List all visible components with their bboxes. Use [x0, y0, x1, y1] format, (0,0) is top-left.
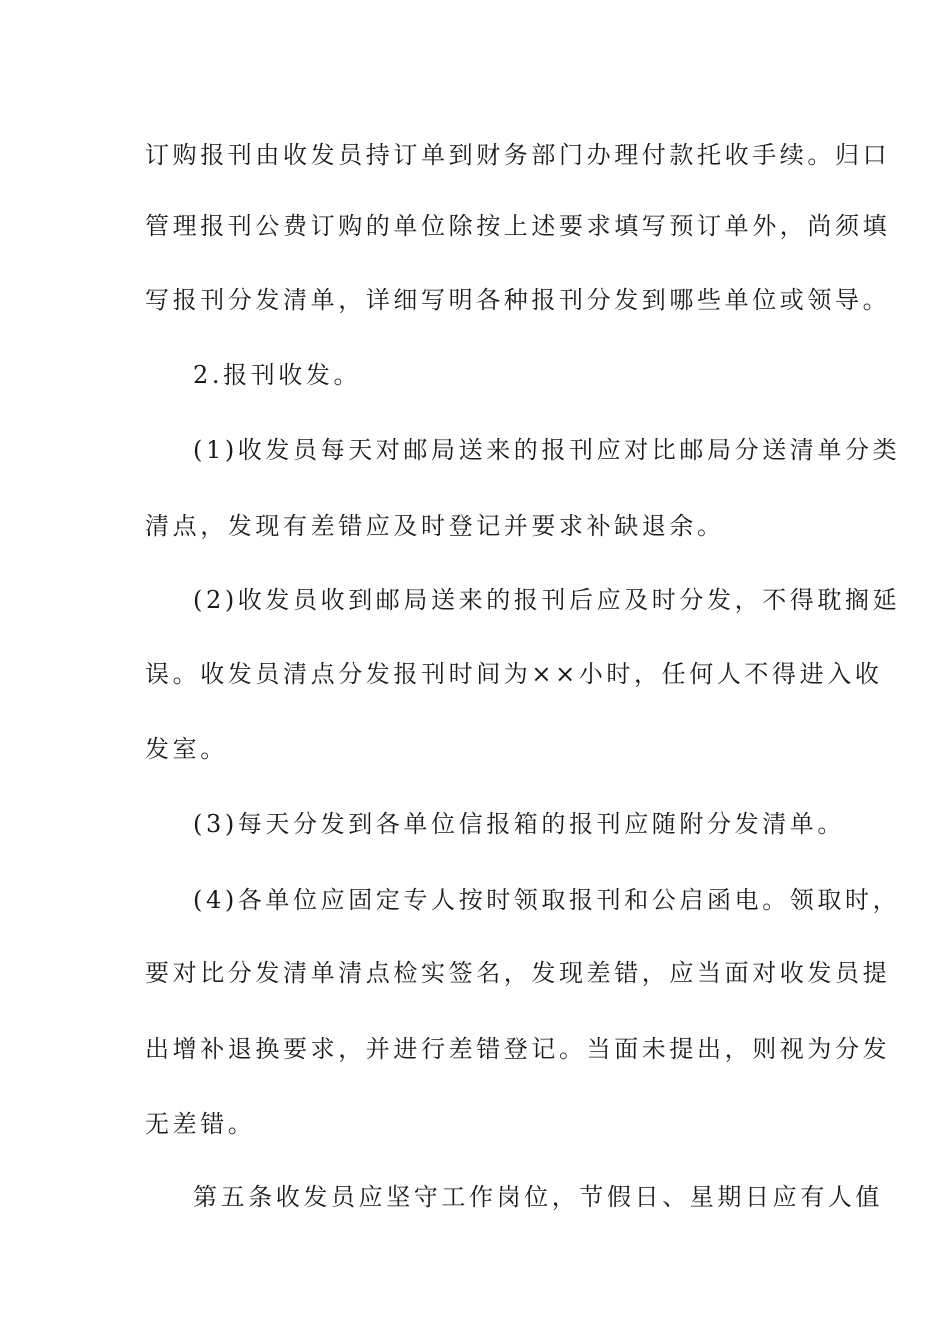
text-line: (4)各单位应固定专人按时领取报刊和公启函电。领取时，: [193, 886, 901, 914]
text-line: 误。收发员清点分发报刊时间为××小时，任何人不得进入收: [145, 660, 883, 688]
text-line: 清点，发现有差错应及时登记并要求补缺退余。: [145, 512, 725, 540]
text-line: (1)收发员每天对邮局送来的报刊应对比邮局分送清单分类: [193, 436, 901, 464]
text-line: 要对比分发清单清点检实签名，发现差错，应当面对收发员提: [145, 959, 891, 987]
text-line: 订购报刊由收发员持订单到财务部门办理付款托收手续。归口: [145, 141, 891, 169]
section-heading: 2.报刊收发。: [193, 361, 362, 389]
text-line: 发室。: [145, 735, 228, 763]
text-line: (2)收发员收到邮局送来的报刊后应及时分发，不得耽搁延: [193, 586, 901, 614]
text-line: 出增补退换要求，并进行差错登记。当面未提出，则视为分发: [145, 1035, 891, 1063]
text-line: 管理报刊公费订购的单位除按上述要求填写预订单外，尚须填: [145, 212, 891, 240]
text-line: (3)每天分发到各单位信报箱的报刊应随附分发清单。: [193, 810, 845, 838]
text-line: 写报刊分发清单，详细写明各种报刊分发到哪些单位或领导。: [145, 286, 891, 314]
text-line: 无差错。: [145, 1110, 256, 1138]
text-line: 第五条收发员应坚守工作岗位，节假日、星期日应有人值: [193, 1183, 883, 1211]
